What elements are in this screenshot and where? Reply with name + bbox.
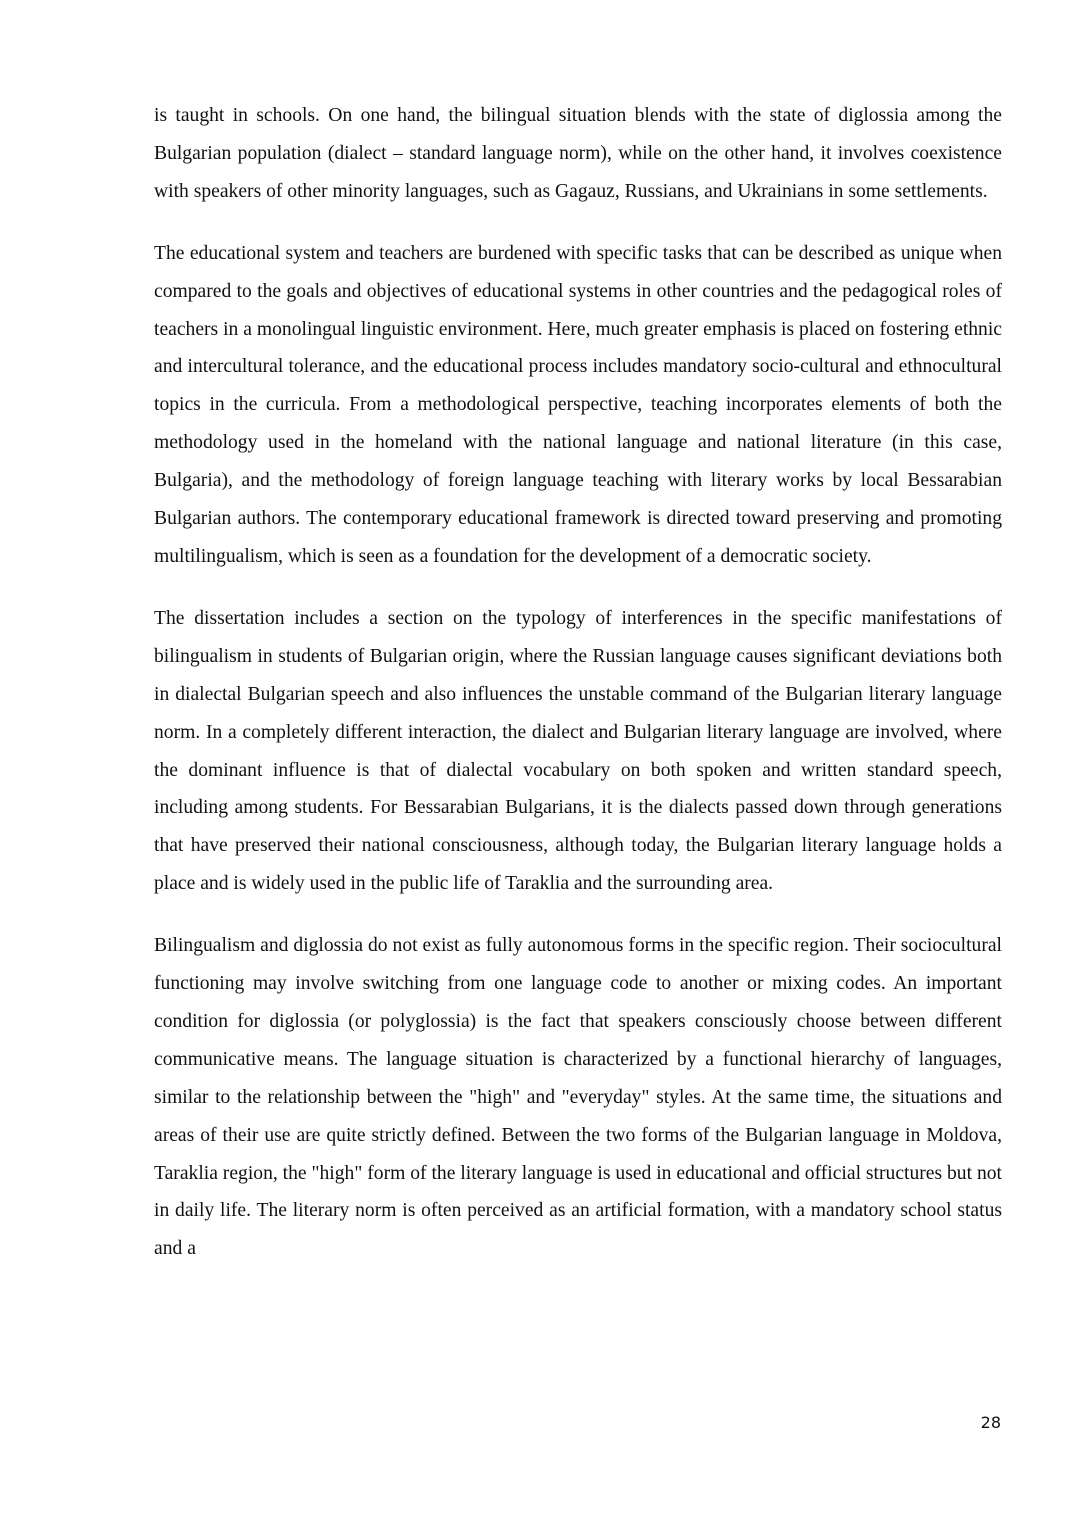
paragraph-2: The educational system and teachers are burdened with specific tasks that can be described as unique when compared to the goals and objectives of educational systems in other countries and the pedagogical roles of teachers in a monolingual linguistic environment. Here, much greater emphasis is placed on fostering ethnic and intercultural tolerance, and the educational process includes mandatory socio-cultural and ethnocultural topics in the curricula. From a methodological perspective, teaching incorporates elements of both the methodology used in the homeland with the national language and national literature (in this case, Bulgaria), and the methodology of foreign language teaching with literary works by local Bessarabian Bulgarian authors. The contemporary educational framework is directed toward preserving and promoting multilingualism, which is seen as a foundation for the development of a democratic society.: [154, 242, 1002, 567]
page-number: 28: [980, 1413, 1001, 1432]
paragraph-4: Bilingualism and diglossia do not exist as fully autonomous forms in the specific region. Their sociocultural functioning may involve switching from one language code to another or mixing codes. An important condition for diglossia (or polyglossia) is the fact that speakers consciously choose between different communicative means. The language situation is characterized by a functional hierarchy of languages, similar to the relationship between the "high" and "everyday" styles. At the same time, the situations and areas of their use are quite strictly defined. Between the two forms of the Bulgarian language in Moldova, Taraklia region, the "high" form of the literary language is used in educational and official structures but not in daily life. The literary norm is often perceived as an artificial formation, with a mandatory school status and a: [154, 935, 1002, 1260]
paragraph-3: The dissertation includes a section on the typology of interferences in the specific manifestations of bilingualism in students of Bulgarian origin, where the Russian language causes significant deviations both in dialectal Bulgarian speech and also influences the unstable command of the Bulgarian literary language norm. In a completely different interaction, the dialect and Bulgarian literary language are involved, where the dominant influence is that of dialectal vocabulary on both spoken and written standard speech, including among students. For Bessarabian Bulgarians, it is the dialects passed down through generations that have preserved their national consciousness, although today, the Bulgarian literary language holds a place and is widely used in the public life of Taraklia and the surrounding area.: [154, 607, 1002, 895]
paragraph-1: is taught in schools. On one hand, the bilingual situation blends with the state of diglossia among the Bulgarian population (dialect – standard language norm), while on the other hand, it involves coexistence with speakers of other minority languages, such as Gagauz, Russians, and Ukrainians in some settlements.: [154, 105, 1002, 202]
body-text: [154, 97, 1002, 1292]
